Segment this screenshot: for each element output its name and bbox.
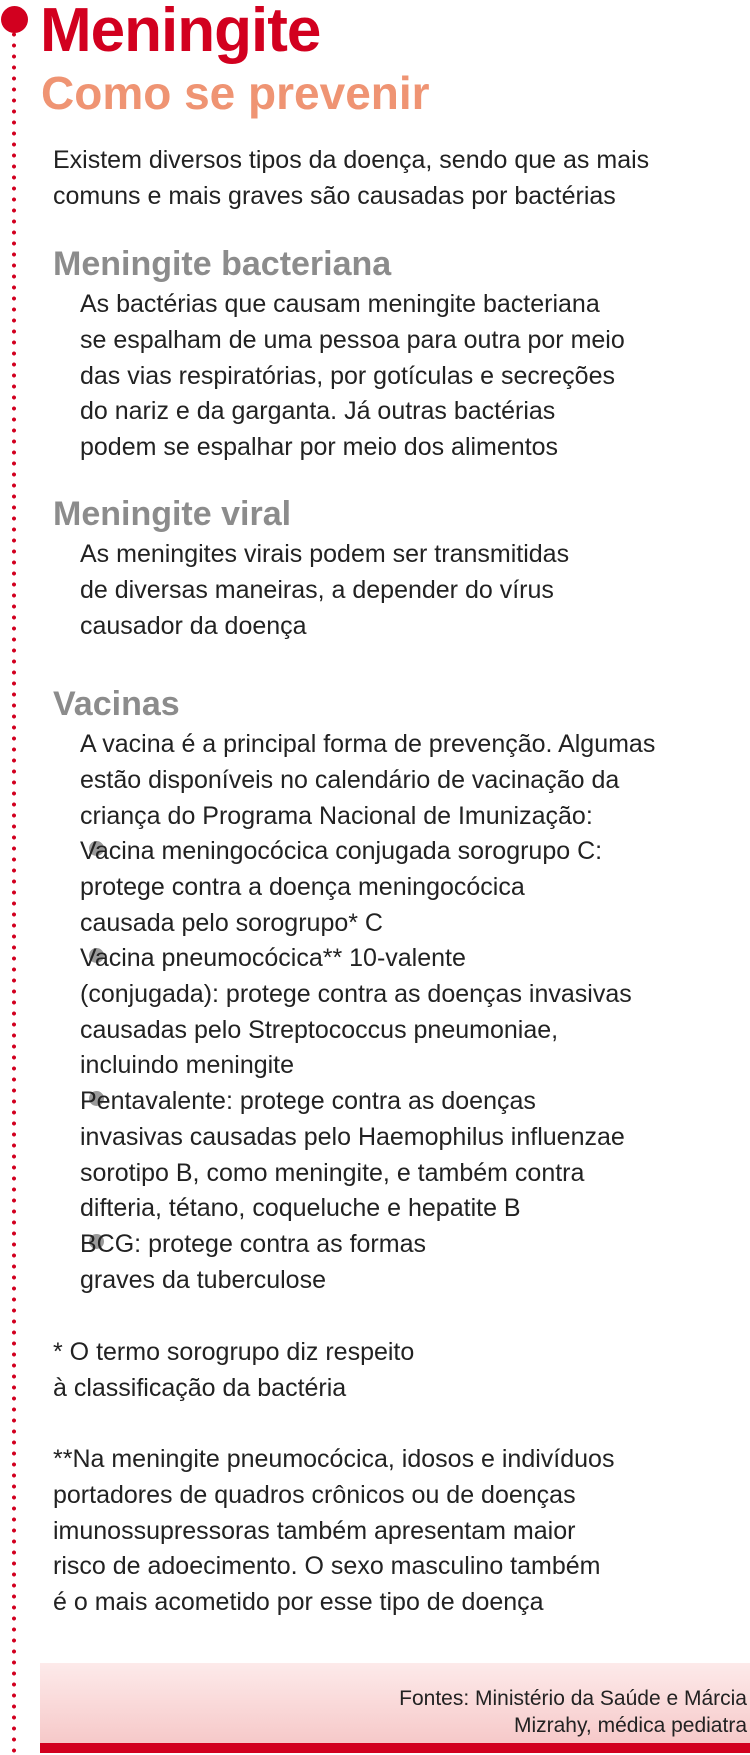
viral-text: As meningites virais podem ser transmitidas de diversas maneiras, a depender do vírus causador da doença xyxy=(80,540,570,640)
list-item-text: Vacina pneumocócica** 10-valente (conjugada): protege contra as doenças invasivas causadas pelo Streptococcus pneumoniae, incluindo meningite xyxy=(80,944,632,1080)
bacteriana-text: As bactérias que causam meningite bacteriana se espalham de uma pessoa para outra por meio das vias respiratórias, por gotículas e secreções do nariz e da garganta. Já outras bactérias podem se espalhar por meio dos alimentos xyxy=(80,290,625,462)
red-circle-marker xyxy=(1,6,28,33)
list-item xyxy=(80,941,750,1084)
heading-vacinas: Vacinas xyxy=(53,685,180,723)
list-item xyxy=(80,1084,750,1227)
footnote-pneumococica: **Na meningite pneumocócica, idosos e indivíduos portadores de quadros crônicos ou de doenças imunossupressoras também apresentam maior risco de adoecimento. O sexo masculino também é o mais acometido por esse tipo de doença xyxy=(53,1445,615,1617)
footer-red-bar xyxy=(40,1743,750,1753)
vacinas-text: A vacina é a principal forma de prevenção. Algumas estão disponíveis no calendário de vacinação da criança do Programa Nacional de Imunização: xyxy=(80,730,656,830)
heading-meningite-bacteriana: Meningite bacteriana xyxy=(53,245,392,283)
intro-text: Existem diversos tipos da doença, sendo que as mais comuns e mais graves são causadas por bactérias xyxy=(53,146,650,210)
list-item xyxy=(80,1227,750,1299)
heading-meningite-viral: Meningite viral xyxy=(53,495,292,533)
list-item-text: Pentavalente: protege contra as doenças invasivas causadas pelo Haemophilus influenzae sorotipo B, como meningite, e também contra difteria, tétano, coqueluche e hepatite B xyxy=(80,1087,625,1223)
list-item-text: Vacina meningocócica conjugada sorogrupo C: protege contra a doença meningocócica causada pelo sorogrupo* C xyxy=(80,837,603,937)
list-item-text: BCG: protege contra as formas graves da tuberculose xyxy=(80,1230,426,1294)
page-title: Meningite xyxy=(40,0,321,65)
footnote-sorogrupo: * O termo sorogrupo diz respeito à classificação da bactéria xyxy=(53,1338,415,1402)
dotted-vertical-line xyxy=(11,18,17,1755)
list-item xyxy=(80,834,750,941)
page-subtitle: Como se prevenir xyxy=(41,67,430,119)
source-credit: Fontes: Ministério da Saúde e Márcia Mizrahy, médica pediatra xyxy=(399,1687,747,1737)
